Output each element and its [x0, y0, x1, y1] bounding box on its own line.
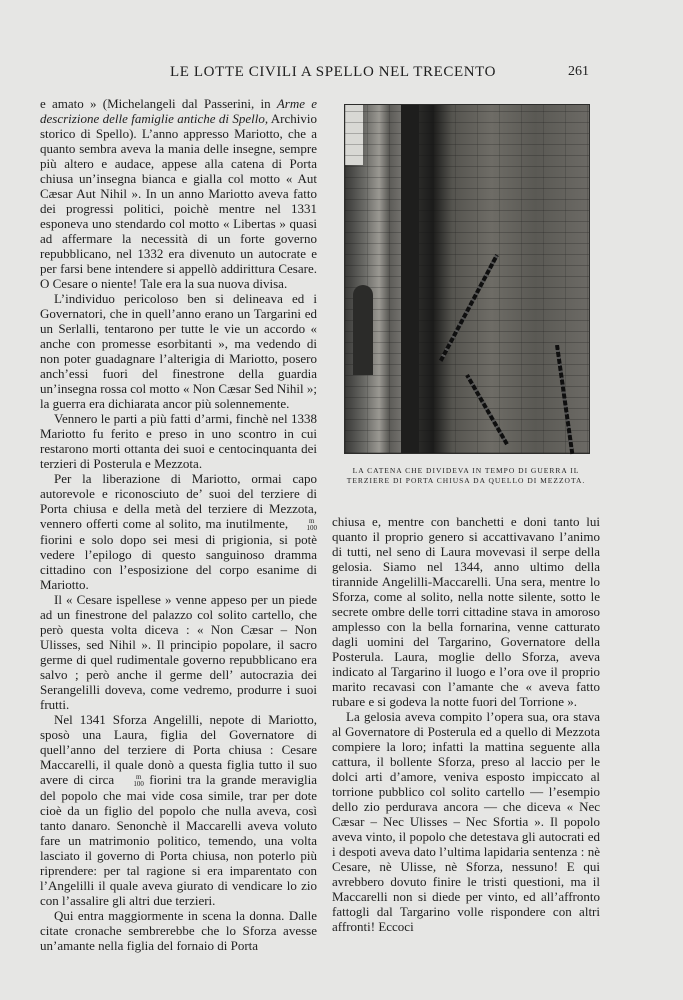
text-run: e amato » (Michelangeli dal Passerini, in [40, 96, 277, 111]
photo-brick-texture [345, 105, 589, 453]
running-header [0, 64, 683, 86]
figure-caption: LA CATENA CHE DIVIDEVA IN TEMPO DI GUERRA IL TERZIERE DI PORTA CHIUSA DA QUELLO DI MEZZOTA. [346, 466, 586, 485]
right-column [332, 514, 600, 934]
figure-photo [344, 104, 590, 454]
text-run: Per la liberazione di Mariotto, ormai capo autorevole e riconosciuto de’ suoi del terziere di Porta chiusa e della metà del terziere di Mezzota, vennero offerti come al solito, ma inutilmente, [40, 471, 317, 531]
paragraph: L’individuo pericoloso ben si delineava ed i Governatori, che in quell’anno erano un Targarini ed un Serlalli, tentarono per tutte le vie un accordo « anche con promesse esorbitanti », ma vedendo di non poter guadagnare l’alterigia di Mariotto, posero anch’essi fuori del finestrone della guardia un’insegna rossa col motto « Non Cæsar Sed Nihil »; la guerra era dichiarata ancor più solennemente. [40, 291, 317, 411]
text-run: Nel 1341 Sforza Angelilli, nepote di Mariotto, sposò una Laura, figlia del Governatore di quell’anno del terziere di Porta chiusa : Cesare Maccarelli, il quale donò a questa figlia tutto il suo avere di circa [40, 712, 317, 788]
photo-wall-edge [401, 105, 419, 453]
paragraph [40, 96, 317, 291]
fraction-numerator: m [135, 773, 142, 782]
running-title: LE LOTTE CIVILI A SPELLO NEL TRECENTO [170, 64, 497, 80]
fraction [119, 774, 144, 788]
paragraph: Vennero le parti a più fatti d’armi, finchè nel 1338 Mariotto fu ferito e preso in uno scontro in cui restarono morti ottanta dei suoi e centocinquanta dei terzieri di Posterula e Mezzota. [40, 411, 317, 471]
text-run: Archivio storico di Spello). L’anno appresso Mariotto, che a quanto sembra aveva la mania delle insegne, sempre più altero e audace, appese alla catena di Porta chiusa un’insegna bianca e gialla col motto « Aut Cæsar Aut Nihil ». In un anno Mariotto aveva fatto dei progressi politici, poichè mentre nel 1331 esponeva uno stendardo col motto « Libertas » quasi ad affermare la necessità di un forte governo repubblicano, nel 1332 era divenuto un autocrate e per farsi bene intendere si appellò addirittura Cesare. O Cesare o niente! Tale era la sua nuova divisa. [40, 111, 318, 291]
italic-citation: Arme e descrizione delle famiglie antiche di Spello, [40, 96, 317, 126]
text-run: fiorini e solo dopo sei mesi di prigionia, si potè vedere l’epilogo di questo sanguinoso dramma cittadino con l’esposizione del corpo esanime di Mariotto. [40, 532, 317, 593]
page-number: 261 [568, 64, 589, 79]
paragraph [40, 712, 317, 908]
fraction [293, 518, 318, 532]
text-run: fiorini tra la grande meraviglia del popolo che mai vide cosa simile, trar per dote cioè da un figlio del popolo che nulla aveva, così tanto danaro. Senonchè il Maccarelli aveva voluto fare un matrimonio politico, temendo, una volta lasciato il governo di Porta chiusa, non poterlo più riprendere: per tal ragione si era imparentato con l’Angelilli il quale aveva giurato di vendicare lo zio con l’assalire gli altri due terzieri. [40, 772, 317, 909]
photo-archway [353, 285, 373, 375]
paragraph: Il « Cesare ispellese » venne appeso per un piede ad un finestrone del palazzo col solito cartello, che però questa volta diceva : « Non Cæsar – Non Ulisses, sed Nihil ». Il principio popolare, il sacro germe di quel rudimentale governo repubblicano era salvo ; però anche il germe dell’ autocrazia dei Serangelilli doveva, come vedremo, produrre i suoi frutti. [40, 592, 317, 713]
fraction-denominator: 100 [306, 524, 317, 533]
left-column [40, 96, 318, 954]
fraction-numerator: m [309, 517, 315, 526]
paragraph: chiusa e, mentre con banchetti e doni tanto lui quanto il proprio genero si accattivavano l’animo di tutti, nel seno di Laura movevasi il serpe della gelosia. Siamo nel 1344, anno ultimo della tirannide Angelilli-Maccarelli. Una sera, mentre lo Sforza, come al solito, nella notte silente, sotto le secrete ombre delle torri cittadine stava in amoroso amplesso con la bella fornarina, venne catturato dagli uomini del Targarino, Governatore della Posterula. Laura, moglie dello Sforza, aveva indicato al Targarino il luogo e l’ora ove il proprio marito recavasi con l’amante che « aveva fatto rubare e si godeva la notte fuori del Torrione ». [332, 514, 600, 709]
paragraph: La gelosia aveva compito l’opera sua, ora stava al Governatore di Posterula ed a quello di Mezzota compiere la loro; infatti la mattina seguente alla cattura, il bollente Sforza, preso al laccio per le dolci arti d’amore, veniva esposto impiccato al torrione pubblico col solito cartello — l’esempio dello zio perdurava ancora — che diceva « Nec Cæsar – Nec Ulisses – Nec Sfortia ». Il popolo aveva vinto, il popolo che detestava gli autocrati ed i despoti aveva dato l’ultima lapidaria sentenza : nè Cesare, nè Ulisse, nè Sforza, nessuno! E qui avrebbero dovuto finire le tristi questioni, ma il Maccarelli non si diede per vinto, ed all’affronto fattogli dal Targarino volle rispondere con altri affronti! Eccoci [332, 709, 600, 934]
fraction-denominator: 100 [133, 780, 144, 789]
paragraph: Qui entra maggiormente in scena la donna. Dalle citate cronache sembrerebbe che lo Sforza avesse un’amante nella figlia del fornaio di Porta [40, 908, 317, 954]
paragraph [40, 471, 317, 592]
